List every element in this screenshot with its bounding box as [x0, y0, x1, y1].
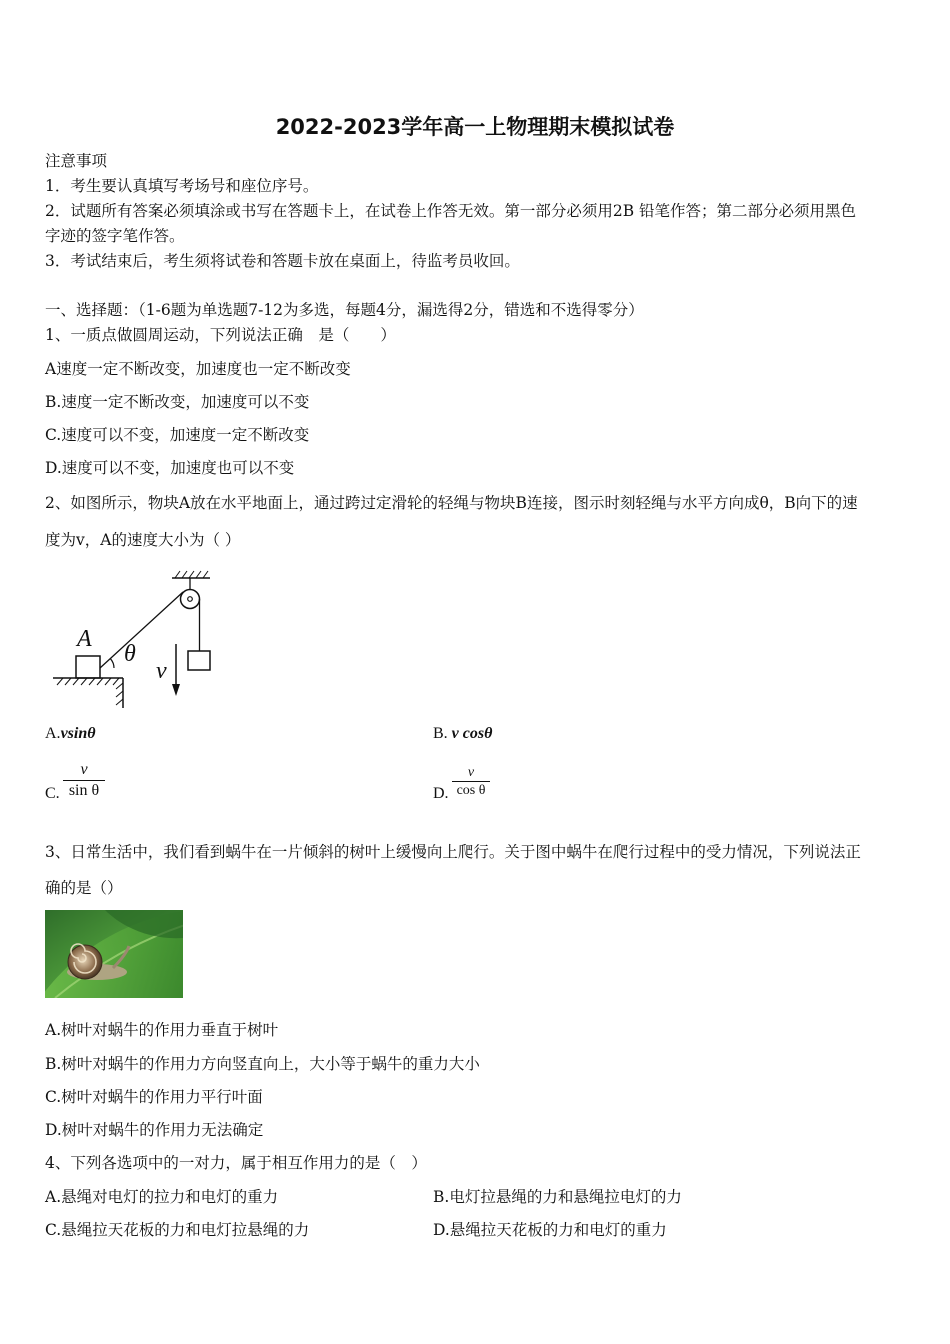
question-4-option-d: D.悬绳拉天花板的力和电灯的重力: [433, 1221, 667, 1239]
question-2-option-b: B. v cosθ: [433, 725, 493, 742]
question-2-option-c-label: C.: [45, 785, 60, 802]
question-4-option-c: C.悬绳拉天花板的力和电灯拉悬绳的力: [45, 1221, 310, 1239]
label-v: v: [156, 658, 167, 684]
question-3-stem-continued: 确的是（）: [45, 879, 123, 897]
angle-arc: [111, 659, 115, 668]
question-3-option-d: D.树叶对蜗牛的作用力无法确定: [45, 1121, 264, 1139]
fraction-numerator: v: [80, 761, 88, 778]
notice-item: 1．考生要认真填写考场号和座位序号。: [45, 177, 319, 195]
question-3-option-b: B.树叶对蜗牛的作用力方向竖直向上，大小等于蜗牛的重力大小: [45, 1055, 480, 1073]
section-heading: 一、选择题：（1-6题为单选题7-12为多选，每题4分，漏选得2分，错选和不选得零分）: [45, 301, 644, 319]
question-1-option-a: A速度一定不断改变，加速度也一定不断改变: [45, 360, 351, 378]
notice-item: 2．试题所有答案必须填涂或书写在答题卡上，在试卷上作答无效。第一部分必须用2B 铅笔作答；第二部分必须用黑色: [45, 202, 857, 220]
question-3-option-a: A.树叶对蜗牛的作用力垂直于树叶: [45, 1021, 279, 1039]
question-4-stem: 4、下列各选项中的一对力，属于相互作用力的是（ ）: [45, 1154, 427, 1172]
question-1-stem: 1、一质点做圆周运动，下列说法正确 是（ ）: [45, 326, 396, 344]
block-a: [76, 656, 100, 678]
page-title: 2022-2023学年高一上物理期末模拟试卷: [275, 115, 675, 139]
label-a: A: [77, 626, 92, 652]
question-2-stem-continued: 度为v，A的速度大小为（ ）: [45, 531, 241, 549]
question-2-stem: 2、如图所示，物块A放在水平地面上，通过跨过定滑轮的轻绳与物块B连接，图示时刻轻绳与水平方向成θ，B向下的速: [45, 494, 858, 512]
question-2-option-d-fraction: [452, 764, 490, 799]
question-3-stem: 3、日常生活中，我们看到蜗牛在一片倾斜的树叶上缓慢向上爬行。关于图中蜗牛在爬行过程中的受力情况，下列说法正: [45, 843, 861, 861]
question-2-option-c-fraction: [63, 760, 105, 801]
label-theta: θ: [124, 641, 136, 667]
question-3-option-c: C.树叶对蜗牛的作用力平行叶面: [45, 1088, 263, 1106]
notice-item: 3．考试结束后，考生须将试卷和答题卡放在桌面上，待监考员收回。: [45, 252, 520, 270]
rope: [100, 592, 183, 668]
snail-on-leaf-photo: [45, 910, 183, 998]
block-b: [188, 651, 210, 670]
option-a-expression: vsinθ: [60, 725, 96, 742]
question-4-option-a: A.悬绳对电灯的拉力和电灯的重力: [45, 1188, 279, 1206]
fraction-denominator: cos θ: [456, 783, 486, 798]
pulley-diagram: [45, 565, 220, 713]
notice-heading: 注意事项: [45, 152, 108, 170]
question-4-option-b: B.电灯拉悬绳的力和悬绳拉电灯的力: [433, 1188, 682, 1206]
question-1-option-c: C.速度可以不变，加速度一定不断改变: [45, 426, 310, 444]
question-1-option-d: D.速度可以不变，加速度也可以不变: [45, 459, 295, 477]
question-1-option-b: B.速度一定不断改变，加速度可以不变: [45, 393, 310, 411]
question-2-option-a: A.vsinθ: [45, 725, 96, 742]
fraction-denominator: sin θ: [68, 782, 100, 799]
option-b-expression: v cosθ: [451, 725, 493, 742]
fraction-numerator: v: [467, 765, 475, 780]
notice-item: 字迹的签字笔作答。: [45, 227, 185, 245]
question-2-option-d-label: D.: [433, 785, 449, 802]
